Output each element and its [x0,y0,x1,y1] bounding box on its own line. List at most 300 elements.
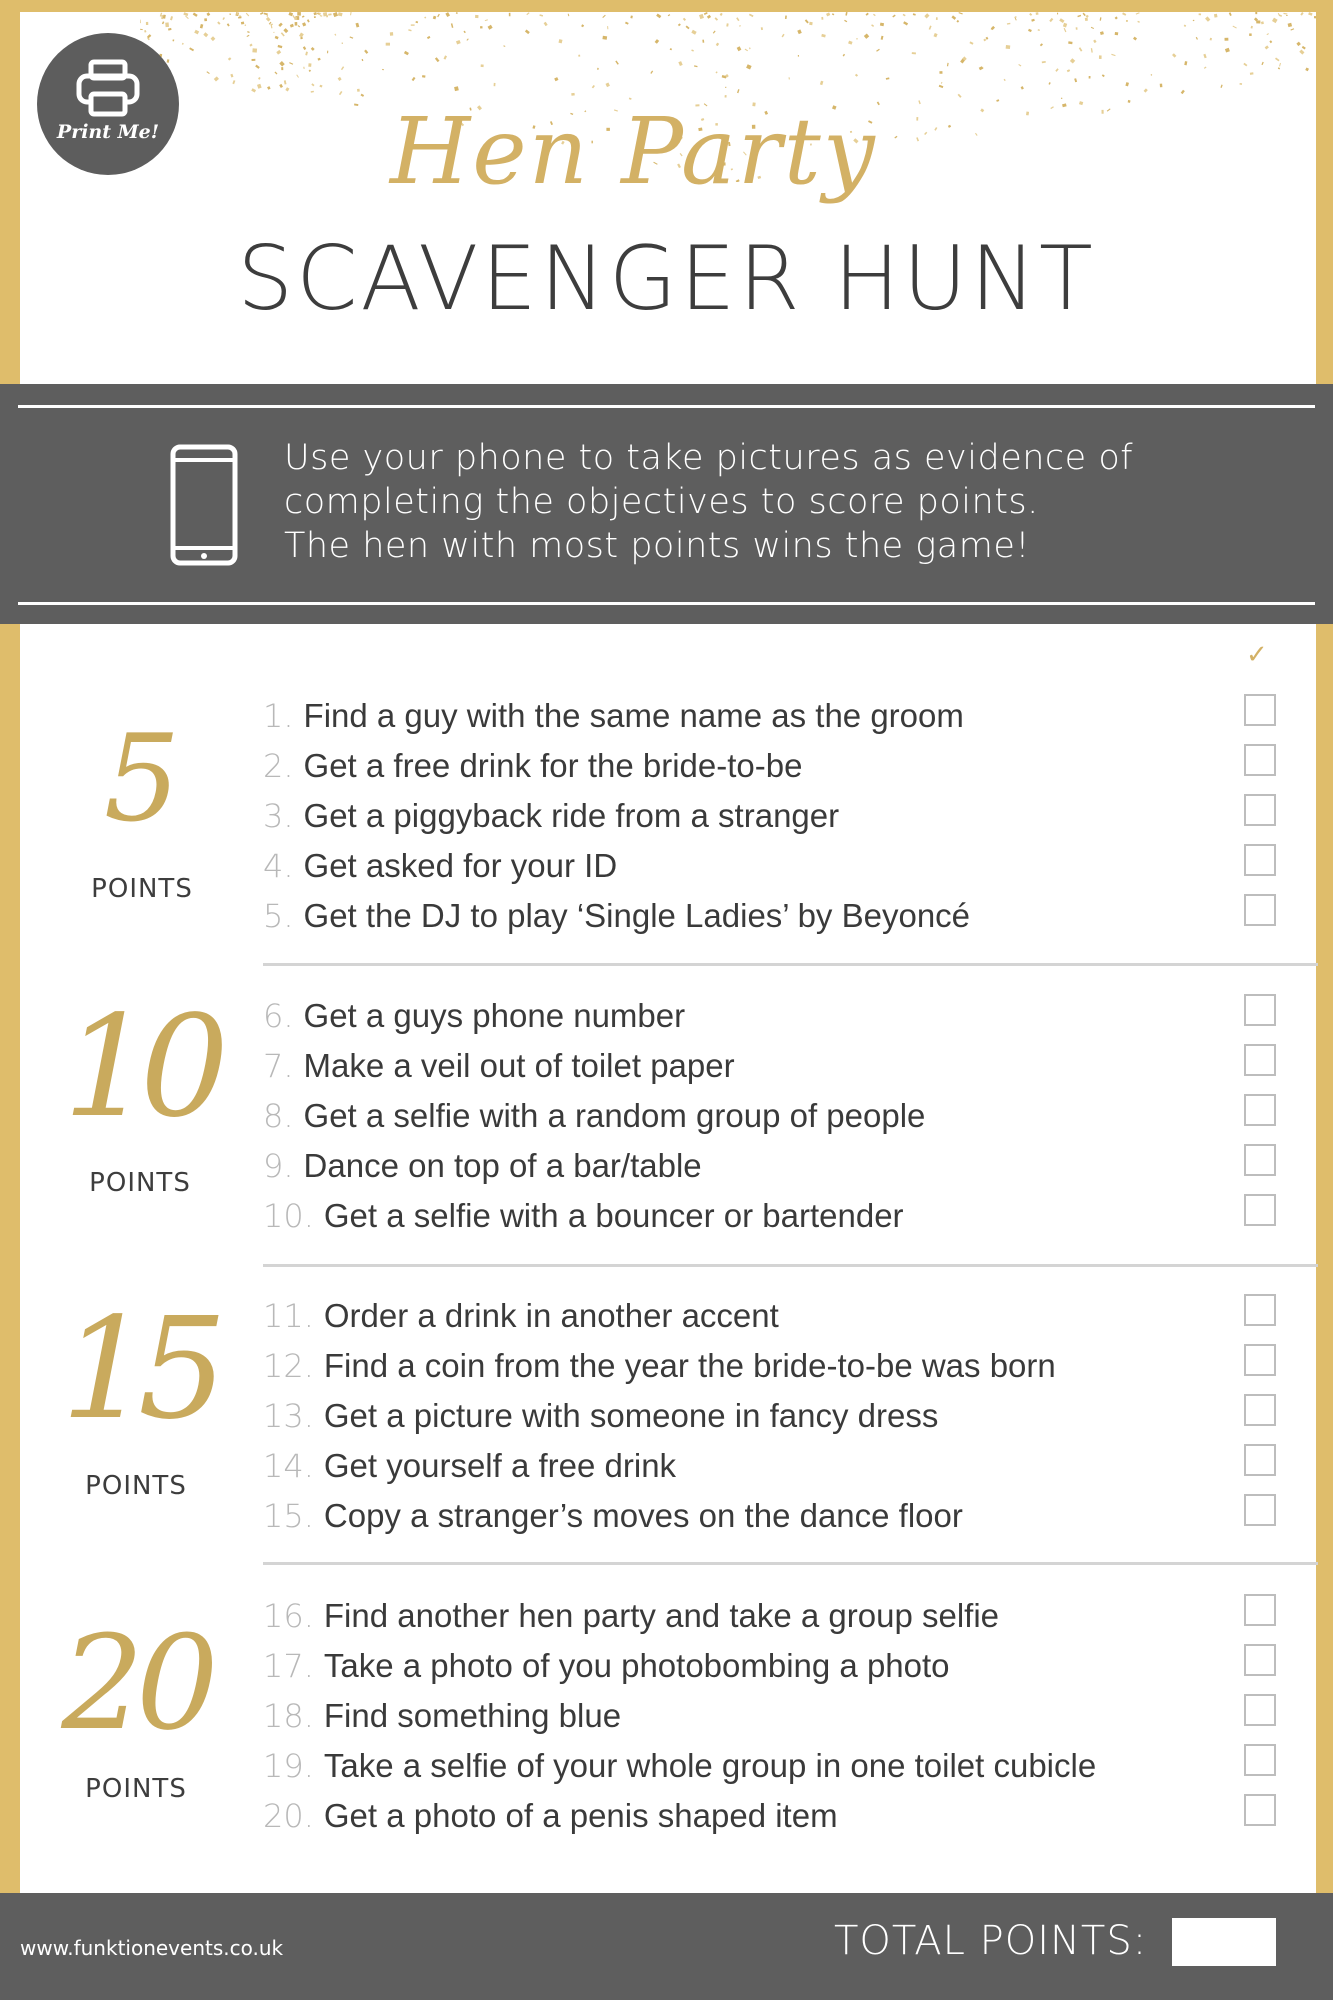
confetti-speck [168,28,172,31]
confetti-speck [761,27,763,30]
confetti-speck [749,47,751,49]
section-divider [263,963,1318,966]
confetti-speck [327,51,328,54]
confetti-speck [1249,33,1252,36]
confetti-speck [1275,58,1279,62]
task-number: 4. [263,847,294,885]
confetti-speck [1299,50,1304,55]
confetti-speck [1286,15,1287,16]
confetti-speck [809,22,812,25]
confetti-speck [318,58,321,61]
task-item [263,746,802,786]
confetti-speck [1077,15,1081,17]
confetti-speck [979,66,983,70]
confetti-speck [456,12,458,14]
confetti-speck [1091,48,1093,53]
confetti-speck [252,48,257,52]
task-checkbox[interactable] [1244,1194,1276,1226]
confetti-speck [951,15,956,19]
task-checkbox[interactable] [1244,1094,1276,1126]
confetti-speck [1068,41,1072,44]
confetti-speck [1203,54,1206,58]
task-text: Get a photo of a penis shaped item [323,1797,838,1834]
confetti-speck [948,125,951,128]
confetti-speck [886,77,890,79]
task-item [263,996,685,1036]
confetti-speck [713,31,716,34]
confetti-speck [1137,21,1140,23]
confetti-speck [866,13,869,16]
confetti-speck [1302,46,1306,50]
confetti-speck [308,63,311,67]
confetti-speck [958,94,962,98]
confetti-speck [939,85,944,88]
task-item [263,1296,779,1336]
confetti-speck [934,127,937,131]
instructions-line: completing the objectives to score points. [284,482,1039,522]
confetti-speck [314,16,316,18]
confetti-speck [1250,72,1254,75]
confetti-speck [255,65,260,69]
task-checkbox[interactable] [1244,1494,1276,1526]
confetti-speck [247,35,250,37]
confetti-speck [229,13,231,15]
confetti-speck [281,32,285,36]
task-checkbox[interactable] [1244,1394,1276,1426]
confetti-speck [1007,23,1011,25]
confetti-speck [1111,54,1115,56]
task-checkbox[interactable] [1244,1444,1276,1476]
confetti-speck [1059,18,1064,23]
task-checkbox[interactable] [1244,1344,1276,1376]
confetti-speck [737,46,742,51]
confetti-speck [258,77,261,80]
confetti-speck [415,21,418,23]
points-value-5: 5 [103,710,181,849]
confetti-speck [339,91,343,95]
confetti-speck [845,12,847,16]
task-text: Get a piggyback ride from a stranger [303,797,840,834]
confetti-speck [843,54,845,57]
confetti-speck [311,47,315,51]
task-text: Get the DJ to play ‘Single Ladies’ by Beyoncé [303,897,971,934]
task-item [263,1346,1056,1386]
task-checkbox[interactable] [1244,1644,1276,1676]
confetti-speck [856,38,858,39]
confetti-speck [140,29,143,30]
confetti-speck [1079,101,1083,105]
confetti-speck [525,30,530,35]
confetti-speck [683,18,686,21]
task-checkbox[interactable] [1244,1744,1276,1776]
confetti-speck [300,37,303,40]
confetti-speck [217,21,220,24]
confetti-speck [821,17,823,20]
confetti-speck [338,12,343,16]
confetti-speck [903,14,906,17]
confetti-speck [615,61,619,65]
confetti-speck [568,14,570,17]
task-number: 5. [263,897,294,935]
confetti-speck [903,21,908,25]
confetti-speck [1269,40,1272,43]
confetti-speck [404,51,409,55]
task-checkbox[interactable] [1244,844,1276,876]
confetti-speck [333,12,338,17]
confetti-speck [1279,63,1281,67]
confetti-speck [821,34,826,38]
confetti-speck [558,39,562,43]
confetti-speck [1144,88,1148,92]
confetti-speck [749,14,754,17]
confetti-speck [607,26,608,29]
confetti-speck [232,80,235,84]
task-text: Order a drink in another accent [323,1297,779,1334]
confetti-speck [581,24,584,27]
confetti-speck [249,44,252,47]
task-item [263,1396,938,1436]
task-checkbox[interactable] [1244,1044,1276,1076]
confetti-speck [386,43,390,46]
task-item [263,1596,999,1636]
confetti-speck [1038,29,1040,31]
confetti-speck [1283,13,1287,15]
task-number: 17. [263,1647,314,1685]
task-text: Find a guy with the same name as the groom [303,697,964,734]
confetti-speck [1265,45,1269,49]
confetti-speck [146,22,148,25]
confetti-speck [1086,15,1089,18]
confetti-speck [278,23,282,27]
confetti-speck [509,13,511,16]
confetti-speck [1099,55,1102,59]
task-item [263,696,964,736]
confetti-speck [451,23,454,28]
confetti-speck [211,36,216,41]
confetti-speck [630,16,632,19]
confetti-speck [1122,12,1126,15]
task-text: Find a coin from the year the bride-to-be was born [323,1347,1056,1384]
task-text: Get yourself a free drink [323,1447,677,1484]
task-item [263,1796,838,1836]
confetti-speck [726,23,728,26]
confetti-speck [707,15,711,19]
confetti-speck [1031,19,1035,22]
confetti-speck [162,21,164,24]
confetti-speck [305,52,308,56]
confetti-speck [1070,58,1075,63]
confetti-speck [241,22,244,25]
confetti-speck [260,12,264,15]
confetti-speck [1050,106,1054,109]
printer-icon [74,59,142,117]
confetti-speck [1251,26,1253,29]
confetti-speck [456,40,461,45]
task-item [263,1146,702,1186]
confetti-speck [408,29,411,31]
confetti-speck [1133,37,1137,41]
confetti-speck [1021,86,1024,90]
task-number: 8. [263,1097,294,1135]
confetti-speck [1093,40,1096,44]
confetti-speck [715,71,717,73]
confetti-speck [686,26,690,30]
confetti-speck [602,36,607,40]
confetti-speck [956,20,959,23]
confetti-speck [670,48,672,50]
confetti-speck [323,12,327,16]
confetti-speck [480,26,483,28]
confetti-speck [941,82,943,84]
confetti-speck [1004,79,1006,81]
confetti-speck [916,137,919,141]
banner-divider-bottom [18,602,1315,605]
confetti-speck [1151,74,1153,76]
confetti-speck [257,84,262,89]
confetti-speck [826,12,830,16]
task-checkbox[interactable] [1244,794,1276,826]
confetti-speck [302,22,306,26]
confetti-speck [485,19,488,21]
footer [0,1893,1333,2000]
total-points-box[interactable] [1172,1918,1276,1966]
confetti-speck [296,75,299,78]
confetti-speck [435,57,440,62]
confetti-speck [996,99,999,102]
confetti-speck [214,76,219,81]
confetti-speck [1229,12,1232,16]
task-checkbox[interactable] [1244,994,1276,1026]
confetti-speck [1029,13,1032,16]
confetti-speck [278,45,283,48]
task-text: Get a guys phone number [303,997,686,1034]
confetti-speck [194,30,199,35]
confetti-speck [1107,108,1111,111]
confetti-speck [334,34,336,36]
points-label: POINTS [85,1471,187,1501]
phone-icon [170,444,238,566]
confetti-speck [189,47,194,51]
task-checkbox[interactable] [1244,894,1276,926]
confetti-speck [736,17,739,21]
confetti-speck [1048,82,1050,85]
confetti-speck [267,86,271,90]
confetti-speck [1225,48,1230,53]
task-text: Get a picture with someone in fancy dress [323,1397,939,1434]
task-checkbox[interactable] [1244,1144,1276,1176]
confetti-speck [1126,20,1128,22]
task-number: 19. [263,1747,314,1785]
confetti-speck [715,17,719,21]
task-text: Find another hen party and take a group selfie [323,1597,1000,1634]
confetti-speck [424,17,426,19]
confetti-speck [1308,12,1312,16]
confetti-speck [281,67,283,70]
confetti-speck [290,24,294,28]
confetti-speck [805,19,809,23]
confetti-speck [1028,29,1032,32]
confetti-speck [694,65,698,67]
confetti-speck [463,31,465,34]
confetti-speck [746,64,752,69]
confetti-speck [1125,82,1129,86]
confetti-speck [454,86,459,91]
confetti-speck [266,17,271,22]
confetti-speck [597,68,599,70]
script-title: Hen Party [390,98,877,205]
confetti-speck [247,31,250,33]
confetti-speck [699,14,704,19]
task-checkbox[interactable] [1244,1694,1276,1726]
confetti-speck [503,45,505,47]
confetti-speck [913,13,916,15]
confetti-speck [390,32,393,36]
confetti-speck [691,49,694,51]
task-item [263,1096,925,1136]
confetti-speck [274,72,277,75]
confetti-speck [362,59,364,61]
confetti-speck [144,30,146,33]
confetti-speck [936,17,938,20]
task-number: 2. [263,747,294,785]
confetti-speck [844,20,847,23]
confetti-speck [650,71,653,74]
task-number: 14. [263,1447,314,1485]
confetti-speck [1214,14,1218,18]
confetti-speck [668,14,671,16]
confetti-speck [716,43,719,47]
confetti-speck [342,43,343,44]
task-checkbox[interactable] [1244,744,1276,776]
task-item [263,1696,621,1736]
confetti-speck [319,85,322,88]
confetti-speck [279,61,284,67]
confetti-speck [238,17,241,19]
task-checkbox[interactable] [1244,1594,1276,1626]
print-badge[interactable] [37,33,179,175]
confetti-speck [656,14,661,19]
confetti-speck [302,16,305,18]
check-column-icon: ✓ [1246,640,1268,670]
task-item [263,796,839,836]
task-number: 20. [263,1797,314,1835]
confetti-speck [1026,112,1029,116]
confetti-speck [797,29,802,34]
confetti-speck [275,36,279,40]
task-text: Dance on top of a bar/table [303,1147,702,1184]
confetti-speck [691,30,696,35]
confetti-speck [364,50,368,54]
task-text: Get asked for your ID [303,847,618,884]
confetti-speck [625,22,629,25]
task-number: 15. [263,1497,314,1535]
confetti-speck [924,13,929,18]
confetti-speck [1204,67,1207,69]
confetti-speck [1064,28,1067,32]
confetti-speck [1085,18,1088,21]
confetti-speck [848,41,853,45]
confetti-speck [912,52,916,54]
confetti-speck [228,57,231,60]
task-number: 9. [263,1147,294,1185]
confetti-speck [1205,16,1210,21]
confetti-speck [1061,98,1062,99]
task-item [263,1646,950,1686]
confetti-speck [1181,90,1185,94]
print-me-label: Print Me! [56,121,160,143]
task-item [263,1446,676,1486]
confetti-speck [206,71,209,74]
confetti-speck [437,14,440,17]
confetti-speck [1261,62,1263,65]
points-label: POINTS [85,1774,187,1804]
confetti-speck [1261,21,1264,24]
confetti-speck [1067,69,1070,72]
task-checkbox[interactable] [1244,694,1276,726]
section-divider [263,1264,1318,1267]
confetti-speck [554,77,558,81]
confetti-speck [182,43,184,45]
confetti-speck [273,32,274,33]
confetti-speck [975,133,978,136]
confetti-speck [313,12,317,15]
confetti-speck [578,55,580,57]
confetti-speck [285,87,289,91]
confetti-speck [655,39,660,44]
confetti-speck [382,69,384,70]
frame-top [0,0,1333,12]
confetti-speck [341,66,344,70]
confetti-speck [1220,85,1222,88]
confetti-speck [1243,63,1247,67]
confetti-speck [427,36,431,39]
confetti-speck [1083,13,1086,16]
task-text: Take a photo of you photobombing a photo [323,1647,950,1684]
confetti-speck [986,37,989,40]
confetti-speck [1296,42,1300,46]
task-number: 12. [263,1347,314,1385]
confetti-speck [602,15,605,18]
confetti-speck [704,12,708,15]
confetti-speck [172,39,174,41]
confetti-speck [929,26,932,30]
confetti-speck [1115,32,1119,35]
task-checkbox[interactable] [1244,1794,1276,1826]
confetti-speck [355,23,359,28]
task-checkbox[interactable] [1244,1294,1276,1326]
confetti-speck [918,100,921,104]
confetti-speck [445,12,450,17]
confetti-speck [1040,43,1043,46]
confetti-speck [295,22,298,26]
confetti-speck [1036,12,1039,15]
confetti-speck [1062,103,1067,107]
task-number: 3. [263,797,294,835]
task-item [263,1496,963,1536]
task-number: 11. [263,1297,314,1335]
task-item [263,1196,904,1236]
confetti-speck [1042,61,1046,63]
website-url[interactable]: www.funktionevents.co.uk [20,1936,284,1960]
confetti-speck [820,81,824,85]
confetti-speck [185,16,189,19]
confetti-speck [916,117,918,121]
confetti-speck [1136,12,1140,14]
confetti-speck [200,24,203,29]
task-number: 16. [263,1597,314,1635]
instructions-line: The hen with most points wins the game! [284,526,1030,566]
confetti-speck [933,33,937,37]
